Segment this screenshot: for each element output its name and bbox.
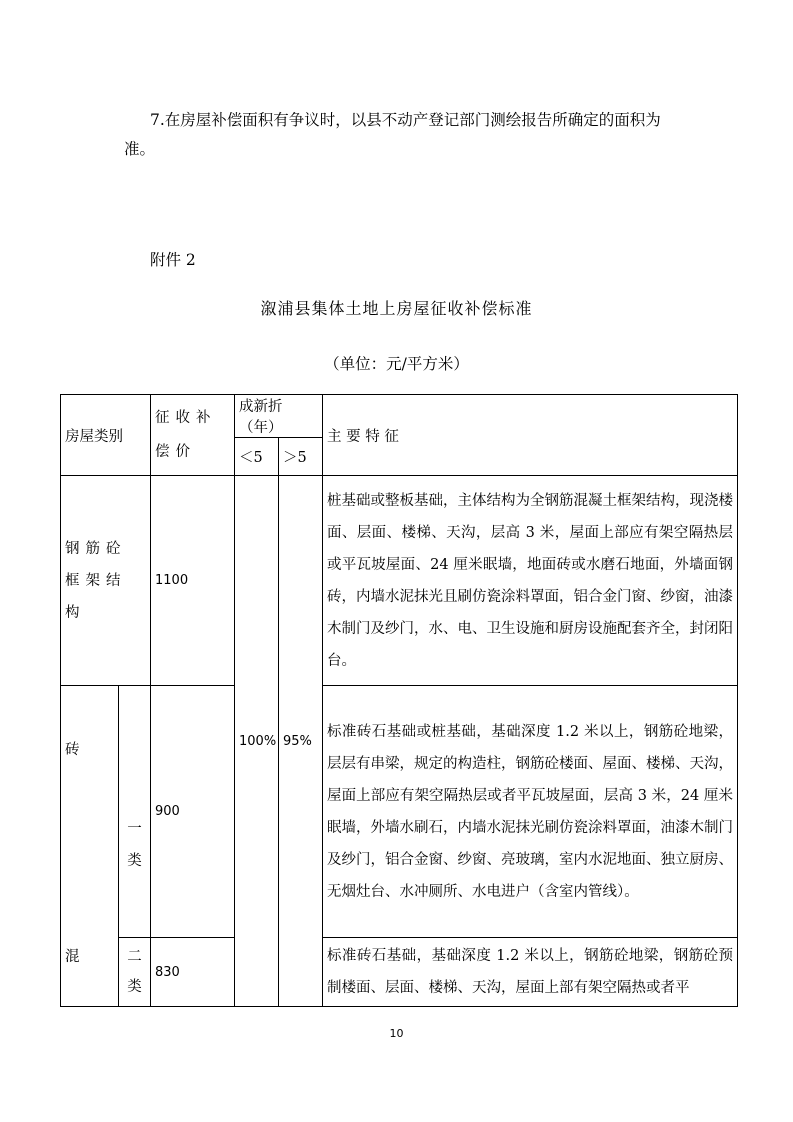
document-title: 溆浦县集体土地上房屋征收补偿标准	[260, 299, 533, 318]
header-lt5: ＜5	[235, 438, 279, 476]
category-frame: 钢筋砼框架结构	[61, 476, 151, 686]
rate-lt5: 100%	[235, 476, 279, 1007]
subclass-first: 一类	[119, 686, 151, 938]
page-number: 10	[389, 1027, 404, 1040]
rate-gt5: 95%	[279, 476, 323, 1007]
attachment-label: 附件 2	[150, 251, 196, 269]
header-depreciation: 成新折（年）	[235, 395, 323, 438]
paragraph-line-1: 7.在房屋补偿面积有争议时，以县不动产登记部门测绘报告所确定的面积为	[150, 111, 661, 129]
header-category: 房屋类别	[61, 395, 151, 476]
subclass-second: 二类	[119, 938, 151, 1007]
features-first: 标准砖石基础或桩基础，基础深度 1.2 米以上，钢筋砼地梁，层层有串梁，规定的构造柱，钢筋砼楼面、屋面、楼梯、天沟，屋面上部应有架空隔热层或者平瓦坡屋面，层高 3 米，24 厘米眠墙，外墙水刷石，内墙水泥抹光刷仿瓷涂料罩面，油漆木制门及纱门，铝合金窗、纱窗、亮玻璃，室内水泥地面、独立厨房、无烟灶台、水冲厕所、水电进户（含室内管线）。	[323, 686, 738, 938]
features-second: 标准砖石基础，基础深度 1.2 米以上，钢筋砼地梁，钢筋砼预制楼面、层面、楼梯、天沟，屋面上部有架空隔热或者平	[323, 938, 738, 1007]
category-concrete-char: 混	[65, 949, 80, 965]
price-frame: 1100	[151, 476, 235, 686]
header-features: 主 要 特 征	[323, 395, 738, 476]
price-first: 900	[151, 686, 235, 938]
paragraph-line-2: 准。	[124, 140, 156, 158]
header-price: 征收补偿价	[151, 395, 235, 476]
header-gt5: ＞5	[279, 438, 323, 476]
category-brick-char: 砖	[65, 742, 80, 758]
features-frame: 桩基础或整板基础，主体结构为全钢筋混凝土框架结构，现浇楼面、层面、楼梯、天沟，层高 3 米，屋面上部应有架空隔热层或平瓦坡屋面、24 厘米眠墙，地面砖或水磨石地面，外墙面钢砖，内墙水泥抹光且刷仿瓷涂料罩面，铝合金门窗、纱窗，油漆木制门及纱门，水、电、卫生设施和厨房设施配套齐全，封闭阳台。	[323, 476, 738, 686]
category-brick-concrete	[61, 686, 119, 1007]
price-second: 830	[151, 938, 235, 1007]
paragraph-item-7	[124, 106, 744, 164]
compensation-table	[60, 394, 738, 1007]
unit-note: （单位：元/平方米）	[324, 355, 469, 373]
